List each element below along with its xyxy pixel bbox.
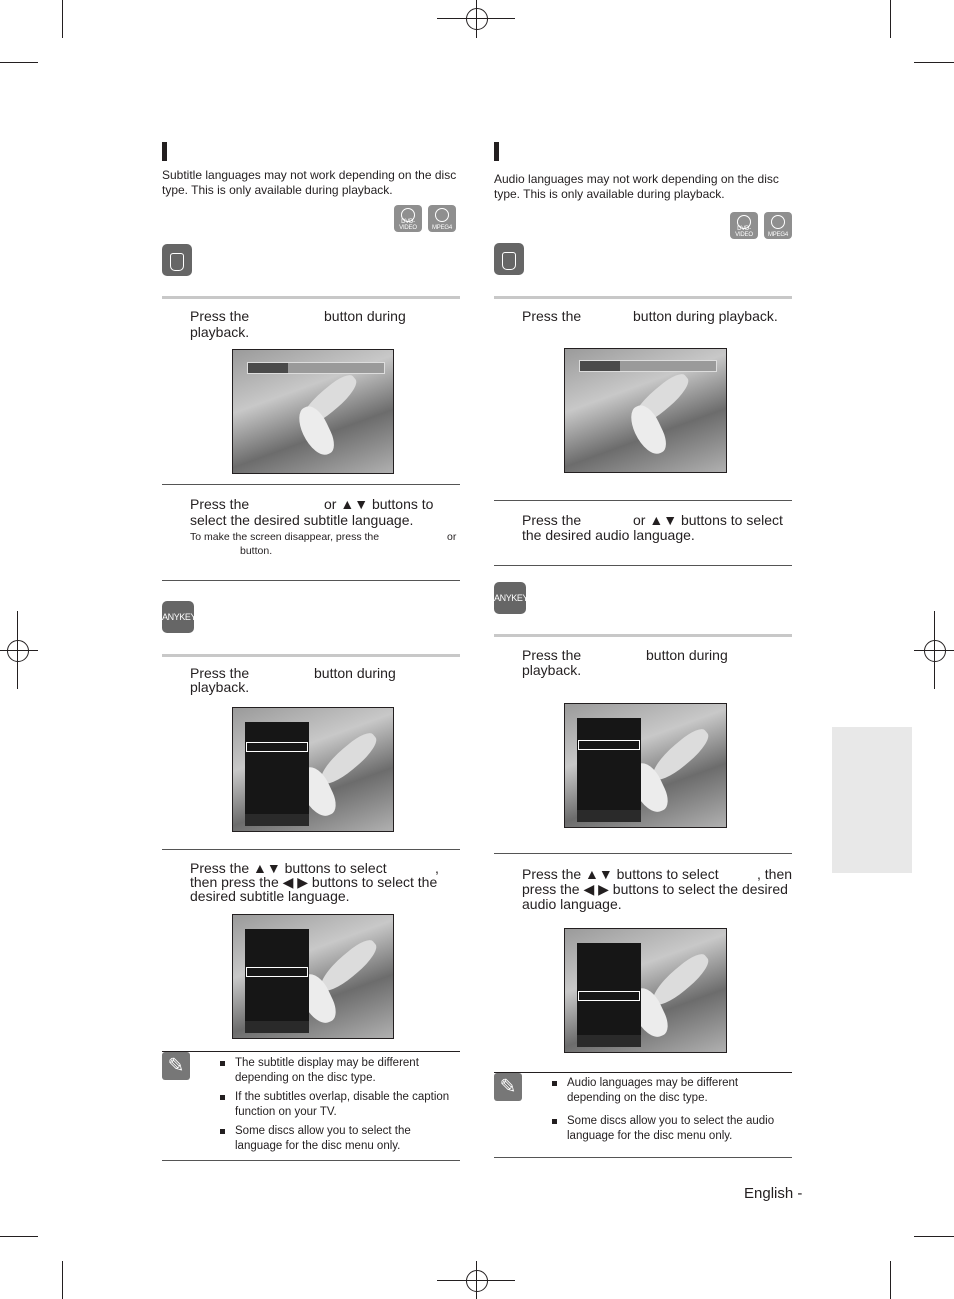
step-text: press the ◀ ▶ buttons to select the desired [522, 881, 788, 897]
step-text: audio language. [522, 896, 622, 912]
dvd-video-disc-icon: DVD-VIDEO [730, 212, 758, 239]
tv-screen-subtitle-select [232, 914, 394, 1039]
section-heading-bar [162, 142, 167, 161]
section-divider [494, 634, 792, 637]
tv-screen-info-menu [564, 703, 727, 828]
info-menu-panel [577, 718, 641, 822]
step-note: or [447, 531, 457, 543]
section-divider [494, 296, 792, 299]
anykey-icon: ANYKEY [494, 582, 526, 614]
step-text: button during [646, 647, 728, 663]
step-divider [494, 565, 792, 566]
step-text: Press the [522, 308, 582, 324]
remote-button-icon [162, 244, 192, 276]
subtitle-intro-text: Subtitle languages may not work depending on the disc type. This is only available during playback. [162, 168, 457, 197]
mpeg4-disc-icon: MPEG4 [428, 205, 456, 232]
step-text: the desired audio language. [522, 527, 695, 543]
step-text: Press the [522, 647, 582, 663]
step-text: playback. [190, 679, 250, 695]
note-divider [162, 1051, 460, 1052]
tv-screen-audio-select [564, 928, 727, 1053]
registration-mark [466, 1270, 488, 1292]
step-text: , then [757, 866, 793, 882]
crop-mark [17, 611, 18, 689]
mpeg4-disc-icon: MPEG4 [764, 212, 792, 239]
step-divider [494, 500, 792, 501]
info-menu-panel [245, 722, 309, 826]
step-text: Press the [190, 665, 250, 681]
note-pencil-icon: ✎ [494, 1073, 522, 1101]
section-divider [162, 296, 460, 299]
step-note: To make the screen disappear, press the [190, 531, 380, 543]
crop-mark [890, 1261, 891, 1299]
note-divider [494, 1157, 792, 1158]
section-divider [162, 654, 460, 657]
step-text: Press the [190, 496, 250, 512]
crop-mark [0, 1236, 38, 1237]
step-divider [494, 853, 792, 854]
crop-mark [914, 1236, 954, 1237]
remote-button-icon [494, 243, 524, 275]
step-divider [162, 484, 460, 485]
tv-screen-info-menu [232, 707, 394, 832]
step-note: button. [240, 545, 273, 557]
step-text: desired subtitle language. [190, 888, 350, 904]
step-text: select the desired subtitle language. [190, 512, 414, 528]
step-text: playback. [522, 662, 582, 678]
note-divider [494, 1072, 792, 1073]
info-menu-panel [245, 929, 309, 1033]
subtitle-osd-bar [247, 362, 385, 374]
step-text: then press the ◀ ▶ buttons to select the [190, 874, 438, 890]
step-text: Press the ▲▼ buttons to select [522, 866, 719, 882]
dvd-video-disc-icon: DVD-VIDEO [394, 205, 422, 232]
crop-mark [934, 611, 935, 689]
step-text: or ▲▼ buttons to [324, 496, 434, 512]
step-text: Press the ▲▼ buttons to select [190, 860, 387, 876]
step-divider [162, 849, 460, 850]
crop-mark [476, 0, 477, 38]
registration-mark [924, 640, 946, 662]
info-menu-panel [577, 943, 641, 1047]
crop-mark [890, 0, 891, 38]
crop-mark [0, 62, 38, 63]
step-text: button during playback. [633, 308, 778, 324]
note-divider [162, 1160, 460, 1161]
tv-screen-audio-bar [564, 348, 727, 473]
crop-mark [62, 1261, 63, 1299]
crop-mark [62, 0, 63, 38]
step-text: Press the [190, 308, 250, 324]
step-divider [162, 580, 460, 581]
tv-screen-subtitle-bar [232, 349, 394, 474]
chapter-side-tab [832, 727, 912, 873]
step-text: , [435, 860, 439, 876]
page-footer-language: English - [744, 1185, 803, 1202]
registration-mark [466, 8, 488, 30]
step-text: or ▲▼ buttons to select [633, 512, 783, 528]
step-text: button during [314, 665, 396, 681]
audio-intro-text: Audio languages may not work depending on the disc type. This is only available during playback. [494, 172, 779, 201]
step-text: Press the [522, 512, 582, 528]
step-text: button during [324, 308, 406, 324]
crop-mark [914, 62, 954, 63]
note-pencil-icon: ✎ [162, 1052, 190, 1080]
crop-mark [476, 1261, 477, 1299]
section-heading-bar [494, 142, 499, 161]
anykey-icon: ANYKEY [162, 601, 194, 633]
crop-mark [0, 650, 38, 651]
audio-osd-bar [579, 360, 717, 372]
step-text: playback. [190, 324, 250, 340]
registration-mark [7, 640, 29, 662]
